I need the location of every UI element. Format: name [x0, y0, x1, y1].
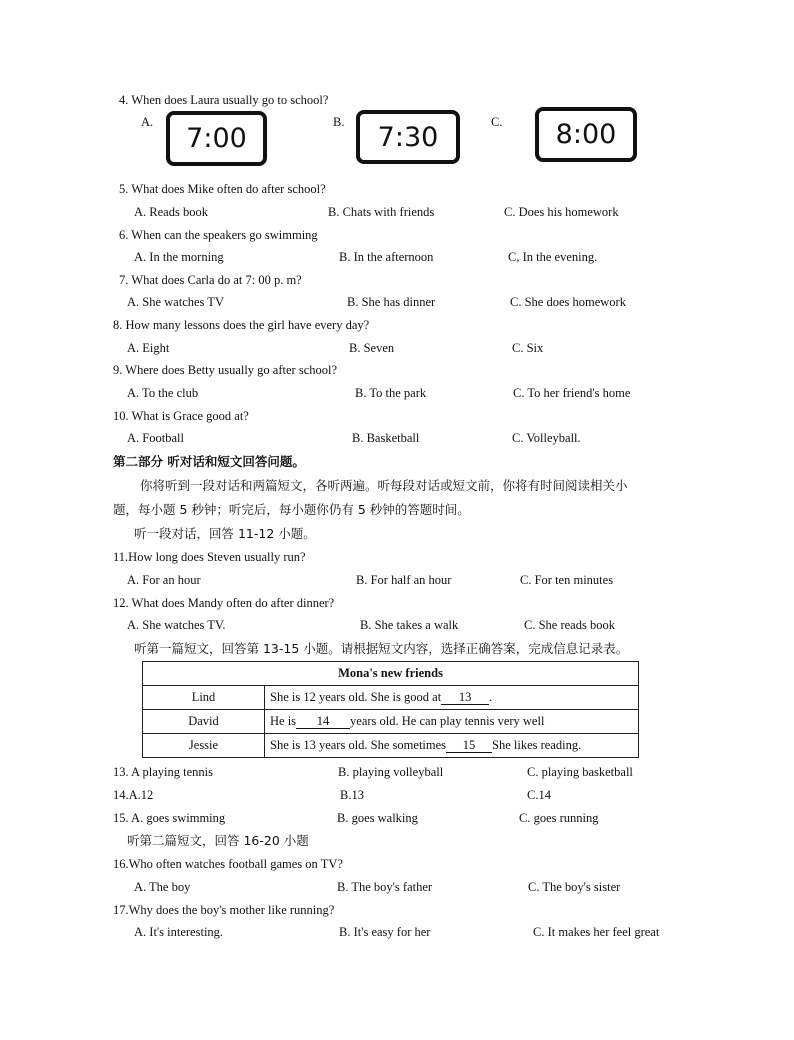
q4-clock-a-time: 7:00: [186, 123, 247, 154]
table-cell-text: She is 12 years old. She is good at: [270, 690, 442, 704]
q4-clock-b: [356, 110, 460, 164]
q16-question: 16.Who often watches football games on TV?: [113, 857, 343, 871]
q4-question: 4. When does Laura usually go to school?: [119, 93, 329, 107]
q12-question: 12. What does Mandy often do after dinner?: [113, 596, 335, 610]
q12-option-a: A. She watches TV.: [127, 618, 226, 632]
q7-option-c: C. She does homework: [510, 295, 626, 309]
table-cell-info: [265, 734, 639, 758]
part2-instructions-line2: 题，每小题 5 秒钟；听完后，每小题你仍有 5 秒钟的答题时间。: [113, 502, 470, 517]
q7-question: 7. What does Carla do at 7: 00 p. m?: [119, 273, 302, 287]
q10-option-c: C. Volleyball.: [512, 431, 581, 445]
dialog-intro: 听一段对话，回答 11-12 小题。: [134, 526, 316, 541]
q14-option-b: B.13: [340, 788, 364, 802]
q8-option-a: A. Eight: [127, 341, 170, 355]
q4-option-a-label: A.: [141, 115, 154, 129]
q11-option-c: C. For ten minutes: [520, 573, 614, 587]
table-cell-text: She likes reading.: [492, 738, 582, 752]
q15-option-a: 15. A. goes swimming: [113, 811, 226, 825]
q13-option-c: C. playing basketball: [527, 765, 633, 779]
table-cell-info: [265, 710, 639, 734]
q16-option-b: B. The boy's father: [337, 880, 433, 894]
table-cell-info: [265, 686, 639, 710]
q5-option-b: B. Chats with friends: [328, 205, 435, 219]
q4-clock-a: [166, 111, 267, 166]
q16-option-a: A. The boy: [134, 880, 191, 894]
q15-option-c: C. goes running: [519, 811, 599, 825]
answer-blank-13: 13: [441, 690, 489, 705]
q9-question: 9. Where does Betty usually go after school?: [113, 363, 338, 377]
part2-instructions-line1: 你将听到一段对话和两篇短文，各听两遍。听每段对话或短文前，你将有时间阅读相关小: [140, 478, 628, 493]
q17-option-a: A. It's interesting.: [134, 925, 224, 939]
q4-option-c-label: C.: [491, 115, 503, 129]
q16-option-c: C. The boy's sister: [528, 880, 621, 894]
q17-question: 17.Why does the boy's mother like running?: [113, 903, 335, 917]
q17-option-c: C. It makes her feel great: [533, 925, 660, 939]
q11-option-a: A. For an hour: [127, 573, 201, 587]
q9-option-c: C. To her friend's home: [513, 386, 631, 400]
q4-clock-c-time: 8:00: [555, 119, 617, 150]
answer-blank-15: 15: [446, 738, 492, 753]
passage1-intro: 听第一篇短文，回答第 13-15 小题。请根据短文内容，选择正确答案，完成信息记录表。: [134, 641, 629, 656]
q9-option-a: A. To the club: [127, 386, 199, 400]
table-cell-text: years old. He can play tennis very well: [350, 714, 545, 728]
q7-option-a: A. She watches TV: [127, 295, 224, 309]
q10-option-a: A. Football: [127, 431, 184, 445]
q4-option-b-label: B.: [333, 115, 345, 129]
q11-option-b: B. For half an hour: [356, 573, 452, 587]
table-row: [143, 710, 639, 734]
q6-option-c: C, In the evening.: [508, 250, 598, 264]
table-cell-name: Jessie: [143, 734, 265, 758]
table-cell-name: Lind: [143, 686, 265, 710]
q5-option-a: A. Reads book: [134, 205, 208, 219]
q9-option-b: B. To the park: [355, 386, 427, 400]
q10-question: 10. What is Grace good at?: [113, 409, 249, 423]
part2-heading: 第二部分 听对话和短文回答问题。: [113, 454, 305, 469]
q13-option-b: B. playing volleyball: [338, 765, 444, 779]
q8-option-b: B. Seven: [349, 341, 395, 355]
q5-question: 5. What does Mike often do after school?: [119, 182, 326, 196]
table-row: [143, 686, 639, 710]
q6-option-b: B. In the afternoon: [339, 250, 434, 264]
q4-clock-b-time: 7:30: [377, 121, 439, 153]
table-cell-text: He is: [270, 714, 297, 728]
q7-option-b: B. She has dinner: [347, 295, 436, 309]
table-cell-text: She is 13 years old. She sometimes: [270, 738, 447, 752]
q14-option-c: C.14: [527, 788, 551, 802]
q10-option-b: B. Basketball: [352, 431, 420, 445]
q11-question: 11.How long does Steven usually run?: [113, 550, 306, 564]
q13-option-a: 13. A playing tennis: [113, 765, 213, 779]
q12-option-c: C. She reads book: [524, 618, 615, 632]
table-cell-text: .: [489, 690, 493, 704]
q6-option-a: A. In the morning: [134, 250, 224, 264]
q4-clock-c: [535, 107, 637, 162]
q15-option-b: B. goes walking: [337, 811, 418, 825]
q6-question: 6. When can the speakers go swimming: [119, 228, 318, 242]
table-title: Mona's new friends: [143, 662, 639, 686]
q12-option-b: B. She takes a walk: [360, 618, 459, 632]
q17-option-b: B. It's easy for her: [339, 925, 431, 939]
q14-option-a: 14.A.12: [113, 788, 154, 802]
q8-question: 8. How many lessons does the girl have every day?: [113, 318, 370, 332]
table-cell-name: David: [143, 710, 265, 734]
answer-blank-14: 14: [296, 714, 350, 729]
q8-option-c: C. Six: [512, 341, 544, 355]
passage2-intro: 听第二篇短文，回答 16-20 小题: [127, 833, 309, 848]
q5-option-c: C. Does his homework: [504, 205, 619, 219]
table-row: [143, 734, 639, 758]
info-record-table: [142, 661, 639, 758]
table-header-row: [143, 662, 639, 686]
